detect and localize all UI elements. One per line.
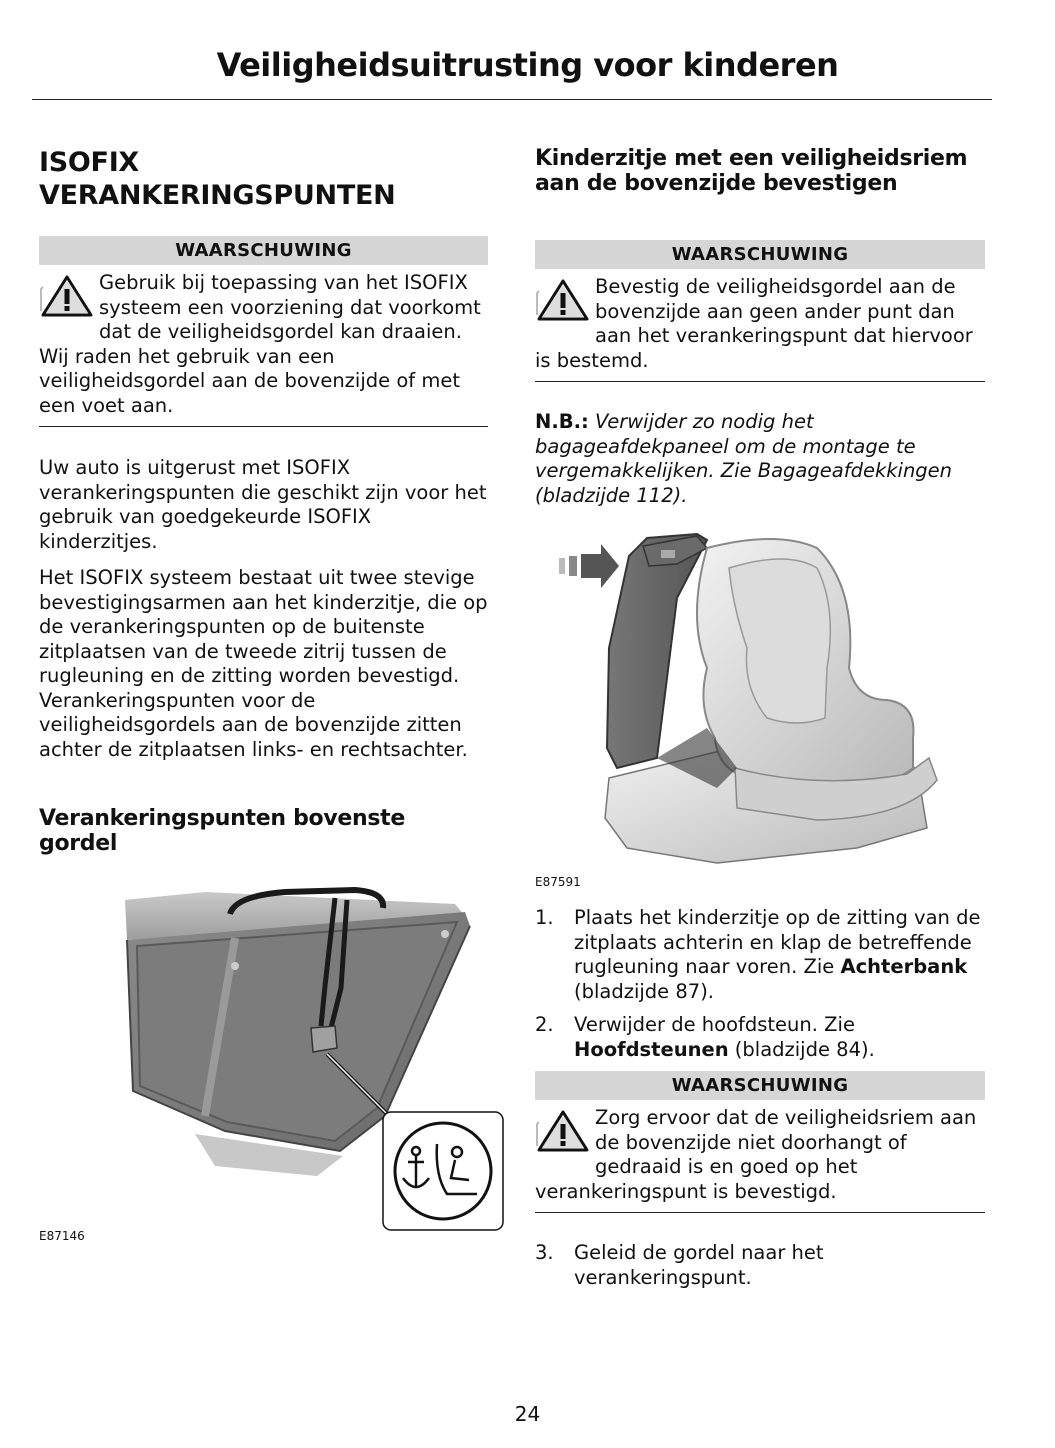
page-number: 24 (514, 1402, 541, 1426)
steps-list (535, 906, 985, 1071)
figure-caption-left: E87146 (39, 1229, 85, 1243)
warning-body (535, 1100, 985, 1204)
isofix-intro-paragraph: Uw auto is uitgerust met ISOFIX verankeringspunten die geschikt zijn voor het gebruik van goedgekeurde ISOFIX kinderzitjes. (39, 456, 487, 553)
warning-triangle-icon (535, 275, 591, 327)
top-tether-heading: Verankeringspunten bovenste gordel (39, 806, 406, 856)
child-seat-illustration (557, 528, 987, 873)
warning-block-isofix (39, 236, 488, 427)
warning-block-tether (535, 1071, 985, 1213)
steps-list-continued (535, 1241, 985, 1299)
warning-body (535, 269, 985, 373)
warning-label: WAARSCHUWING (39, 236, 488, 265)
warning-divider (535, 1212, 985, 1213)
step-text: Plaats het kinderzitje op de zitting van de zitplaats achterin en klap de betreffende rugleuning naar voren. Zie (574, 906, 981, 978)
step-number: 2. (535, 1013, 554, 1036)
note-text: Verwijder zo nodig het bagageafdekpaneel om de montage te vergemakkelijken. Zie Bagageafdekkingen (bladzijde 112). (535, 410, 953, 507)
page-title: Veiligheidsuitrusting voor kinderen (216, 46, 839, 84)
step-text: Verwijder de hoofdsteun. Zie (574, 1013, 855, 1036)
seat-back-illustration (85, 886, 515, 1231)
warning-body (39, 265, 488, 418)
step-number: 3. (535, 1241, 554, 1264)
step-number: 1. (535, 906, 554, 929)
warning-block-anchor (535, 240, 985, 382)
figure-caption-right: E87591 (535, 875, 581, 889)
warning-label: WAARSCHUWING (535, 240, 985, 269)
warning-divider (39, 426, 488, 427)
warning-label: WAARSCHUWING (535, 1071, 985, 1100)
list-item (535, 906, 985, 1004)
list-item (535, 1013, 985, 1062)
warning-text: Gebruik bij toepassing van het ISOFIX systeem een voorziening dat voorkomt dat de veiligheidsgordel kan draaien. Wij raden het gebruik van een veiligheidsgordel aan de bovenzijde of met een voet aan. (39, 271, 481, 417)
note-paragraph (535, 410, 985, 508)
isofix-heading: ISOFIX VERANKERINGSPUNTEN (39, 147, 396, 211)
step-text: (bladzijde 84). (728, 1037, 875, 1061)
step-text: Geleid de gordel naar het verankeringspunt. (574, 1241, 824, 1289)
tether-install-heading: Kinderzitje met een veiligheidsriem aan de bovenzijde bevestigen (535, 146, 968, 196)
list-item (535, 1241, 985, 1290)
child-seat-figure (557, 528, 987, 873)
push-arrow-icon (559, 544, 619, 588)
warning-triangle-icon (39, 271, 95, 323)
title-divider (32, 99, 992, 100)
step-text: (bladzijde 87). (574, 979, 714, 1003)
step-reference: Achterbank (840, 955, 968, 978)
top-tether-figure (85, 886, 515, 1231)
warning-text: Bevestig de veiligheidsgordel aan de bovenzijde aan geen ander punt dan aan het verankeringspunt dat hiervoor is bestemd. (535, 275, 973, 372)
step-reference: Hoofdsteunen (574, 1037, 729, 1061)
isofix-system-paragraph: Het ISOFIX systeem bestaat uit twee stevige bevestigingsarmen aan het kinderzitje, die op de verankeringspunten op de buitenste zitplaatsen van de tweede zitrij tussen de rugleuning en de zitting worden bevestigd. Verankeringspunten voor de veiligheidsgordels aan de bovenzijde zitten achter de zitplaatsen links- en rechtsachter. (39, 566, 488, 761)
warning-triangle-icon (535, 1106, 591, 1158)
note-prefix: N.B.: (535, 410, 589, 433)
warning-divider (535, 381, 985, 382)
warning-text: Zorg ervoor dat de veiligheidsriem aan de bovenzijde niet doorhangt of gedraaid is en goed op het verankeringspunt is bevestigd. (535, 1106, 977, 1203)
